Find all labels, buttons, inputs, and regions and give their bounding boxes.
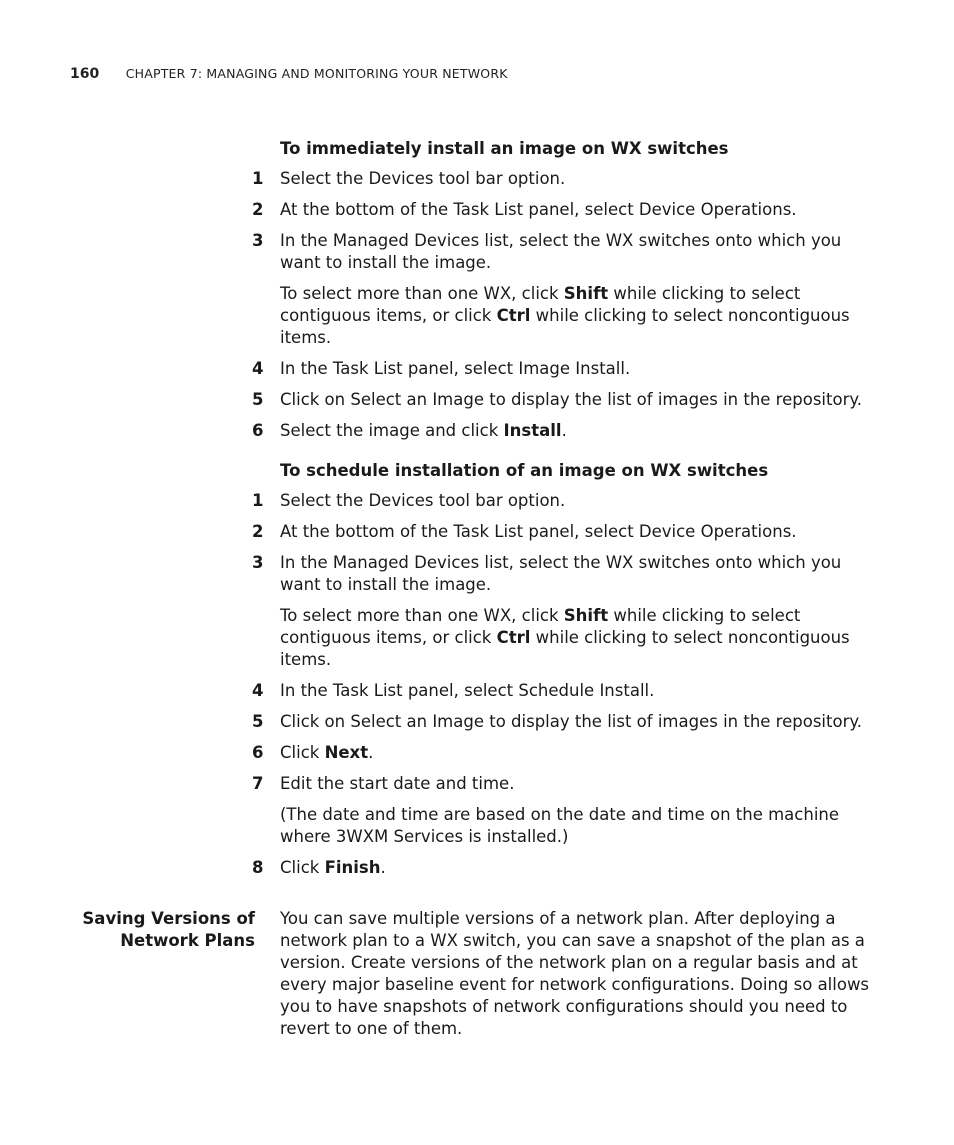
step-text: At the bottom of the Task List panel, select Device Operations. <box>280 522 797 541</box>
note-text: while clicking to select contiguous items, or click <box>280 606 801 647</box>
step-text: Click on Select an Image to display the list of images in the repository. <box>280 390 863 409</box>
step-text: In the Task List panel, select Schedule Install. <box>280 681 655 700</box>
ctrl-key-label: Ctrl <box>496 628 531 647</box>
shift-key-label: Shift <box>563 606 609 625</box>
step-number: 6 <box>252 421 264 440</box>
section-heading-saving-versions <box>35 908 255 952</box>
page-number: 160 <box>70 66 100 82</box>
step-number: 3 <box>252 553 264 572</box>
selection-note <box>280 605 870 671</box>
step-number: 6 <box>252 743 264 762</box>
step-text: Select the Devices tool bar option. <box>280 169 566 188</box>
note-text: while clicking to select contiguous items, or click <box>280 284 801 325</box>
step-text: Click Finish. <box>280 858 386 877</box>
step-number: 4 <box>252 359 264 378</box>
step-text: In the Managed Devices list, select the WX switches onto which you want to install the image. <box>280 553 842 594</box>
next-label: Next <box>324 743 369 762</box>
step-text: Edit the start date and time. <box>280 774 515 793</box>
ctrl-key-label: Ctrl <box>496 306 531 325</box>
step-text: In the Task List panel, select Image Install. <box>280 359 631 378</box>
note-text: while clicking to select noncontiguous items. <box>280 628 850 669</box>
date-time-note: (The date and time are based on the date and time on the machine where 3WXM Services is installed.) <box>280 805 840 846</box>
shift-key-label: Shift <box>563 284 609 303</box>
step-number: 2 <box>252 200 264 219</box>
step-number: 8 <box>252 858 264 877</box>
procedure-title-schedule-install: To schedule installation of an image on WX switches <box>280 461 769 480</box>
note-text: To select more than one WX, click <box>280 606 564 625</box>
step-text: Click Next. <box>280 743 374 762</box>
step-number: 5 <box>252 712 264 731</box>
step-number: 3 <box>252 231 264 250</box>
finish-label: Finish <box>324 858 381 877</box>
step-number: 1 <box>252 169 264 188</box>
heading-line: Saving Versions of <box>82 909 255 928</box>
step-number: 5 <box>252 390 264 409</box>
note-text: while clicking to select noncontiguous items. <box>280 306 850 347</box>
step-text: In the Managed Devices list, select the WX switches onto which you want to install the image. <box>280 231 842 272</box>
step-text: Select the Devices tool bar option. <box>280 491 566 510</box>
step-text: Click on Select an Image to display the list of images in the repository. <box>280 712 863 731</box>
heading-line: Network Plans <box>120 931 255 950</box>
step-number: 2 <box>252 522 264 541</box>
section-body-saving-versions: You can save multiple versions of a network plan. After deploying a network plan to a WX switch, you can save a snapshot of the plan as a version. Create versions of the network plan on a regular basis and at every major baseline event for network configurations. Doing so allows you to have snapshots of network configurations should you need to revert to one of them. <box>280 909 870 1038</box>
procedure-title-immediate-install: To immediately install an image on WX switches <box>280 139 729 158</box>
step-text: At the bottom of the Task List panel, select Device Operations. <box>280 200 797 219</box>
step-number: 1 <box>252 491 264 510</box>
selection-note <box>280 283 870 349</box>
step-number: 4 <box>252 681 264 700</box>
step-number: 7 <box>252 774 264 793</box>
running-header <box>70 66 508 82</box>
chapter-title: CHAPTER 7: MANAGING AND MONITORING YOUR NETWORK <box>125 66 508 81</box>
note-text: To select more than one WX, click <box>280 284 564 303</box>
install-label: Install <box>503 421 562 440</box>
step-text: Select the image and click Install. <box>280 421 567 440</box>
